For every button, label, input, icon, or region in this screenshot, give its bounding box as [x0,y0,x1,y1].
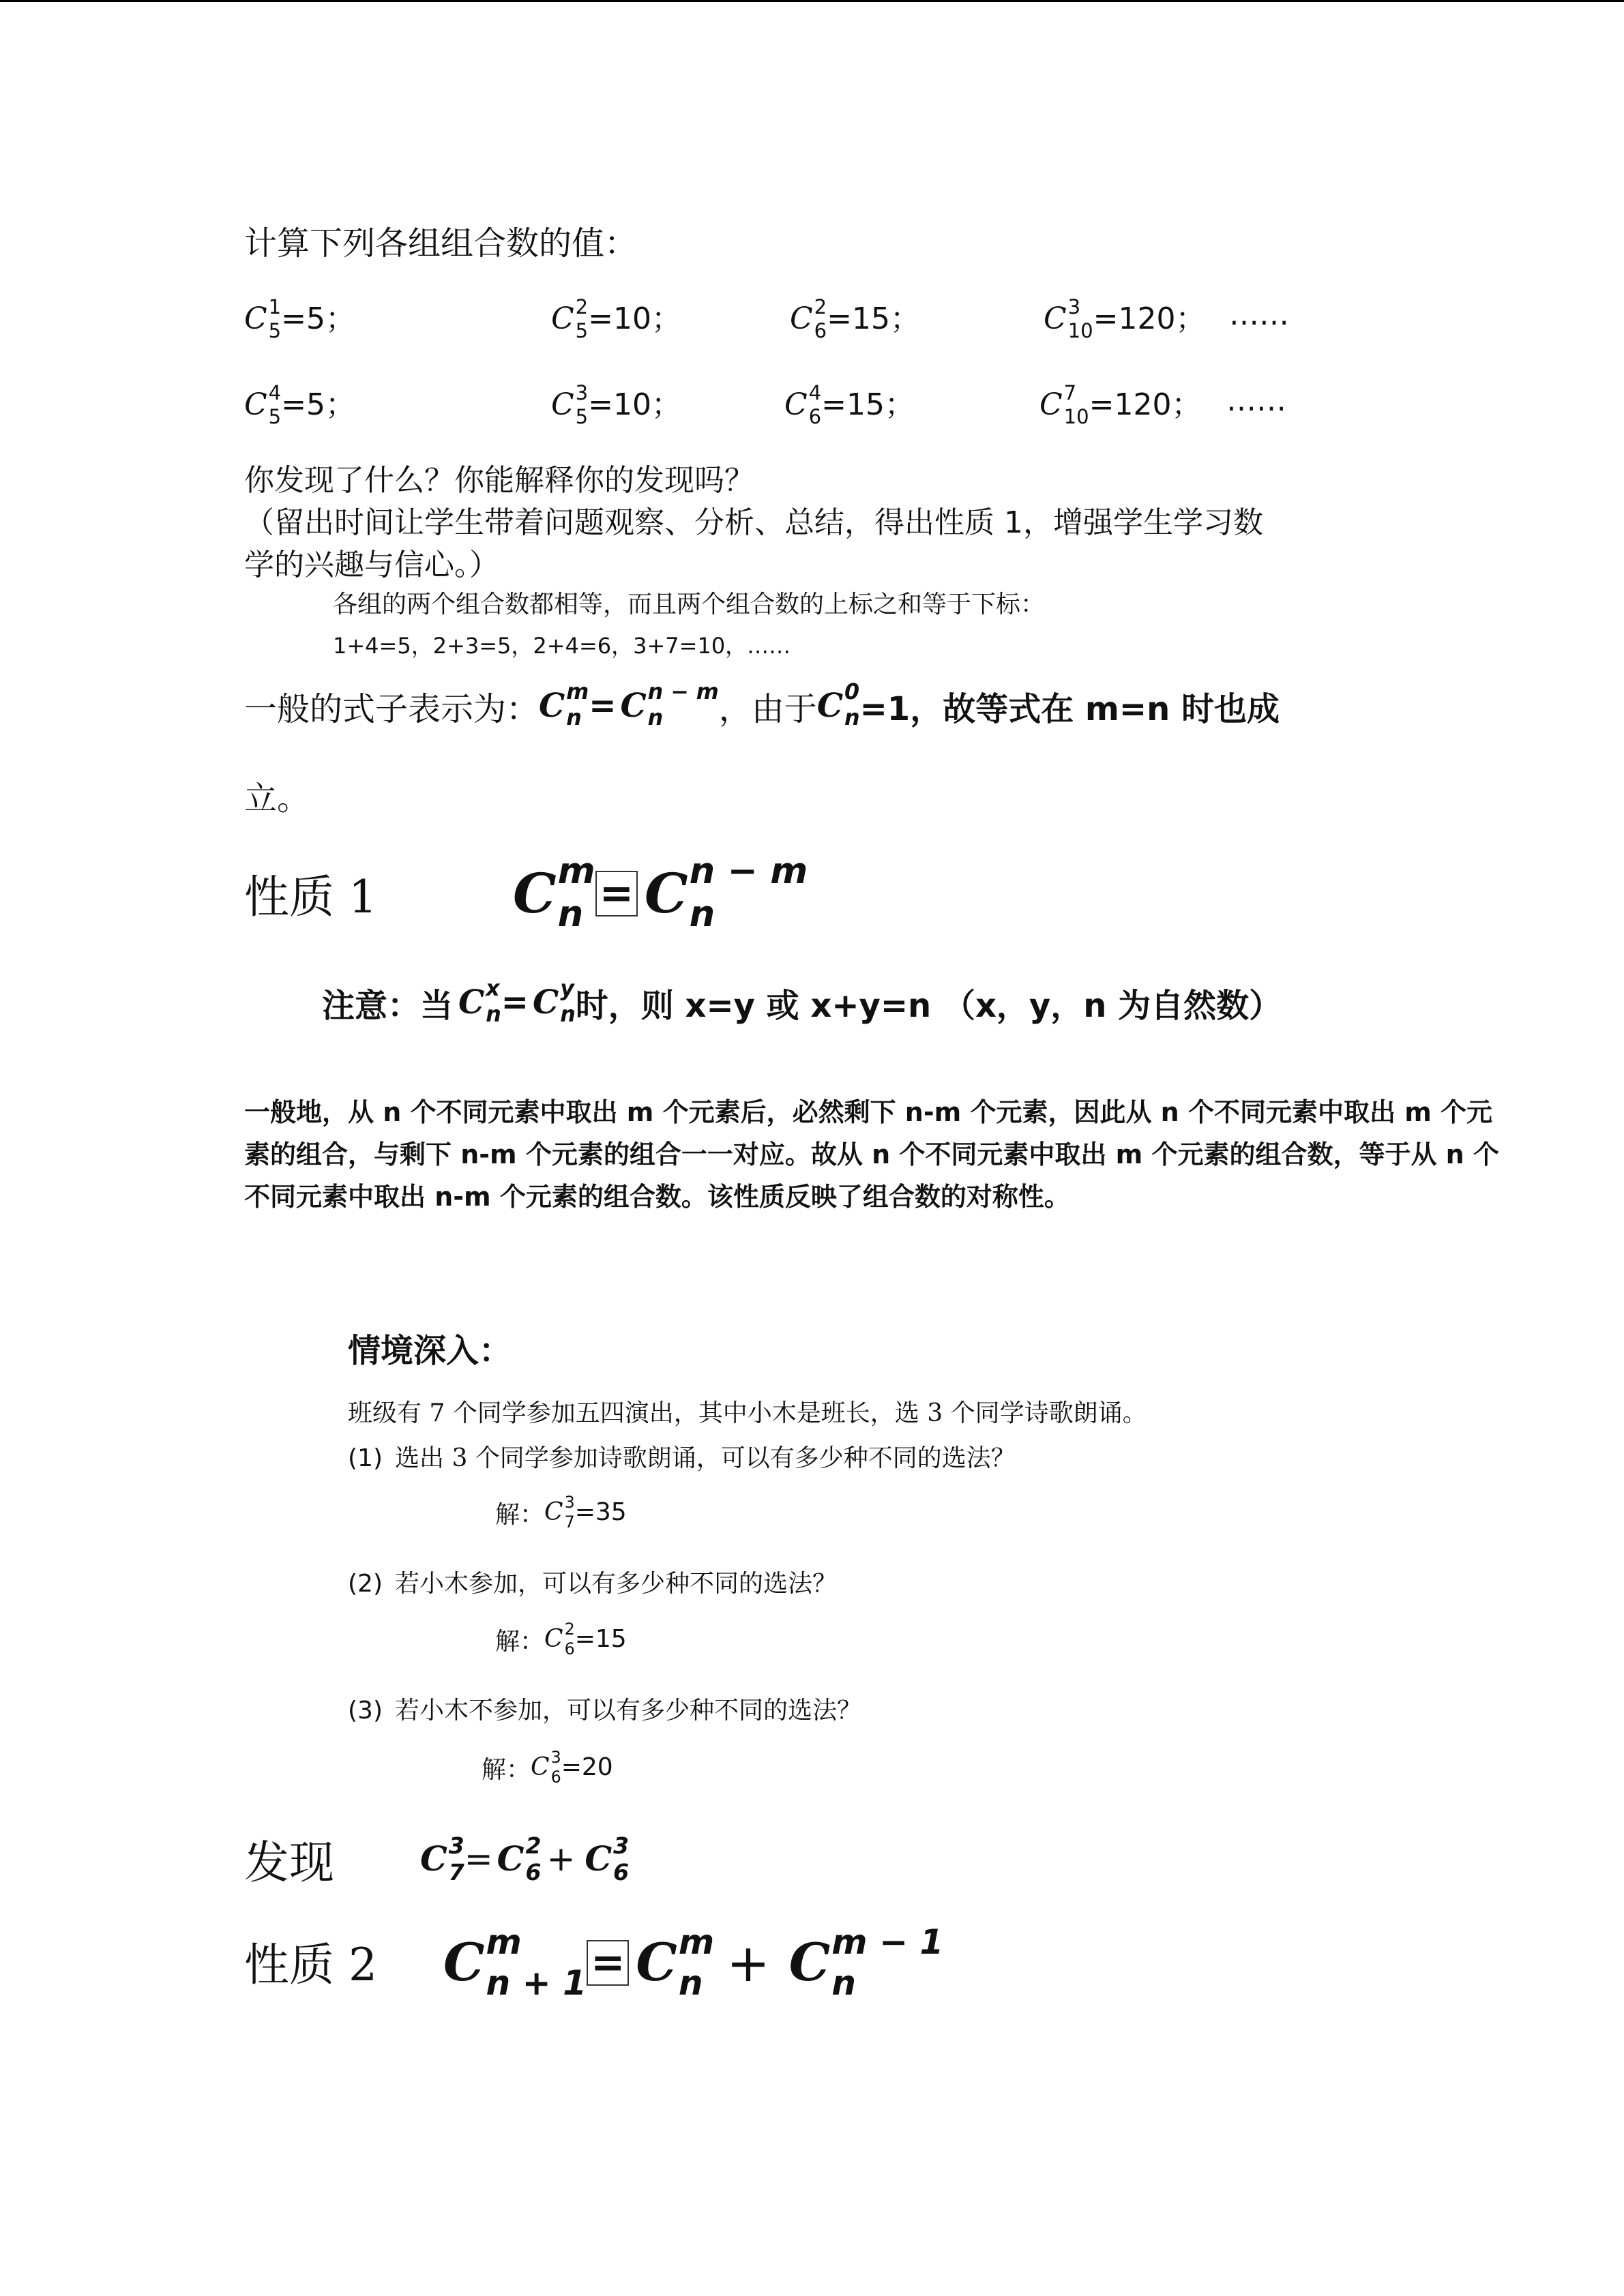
combination-expr: C m n [513,850,595,936]
ellipsis: …… [1229,297,1289,332]
question-1: (1) 选出 3 个同学参加诗歌朗诵，可以有多少种不同的选法？ [348,1444,1016,1472]
combination-expr: C 2 6 =15 [544,1620,627,1658]
question-text: 你发现了什么？你能解释你的发现吗？ [244,463,754,498]
combination-expr: C x n [458,976,501,1028]
question-3: (3) 若小木不参加，可以有多少种不同的选法？ [348,1697,862,1725]
discover-formula: C 3 7 = C 2 6 + C 3 6 [420,1832,630,1886]
combination-expr: C y n [533,976,576,1028]
scenario-context: 班级有 7 个同学参加五四演出，其中小木是班长，选 3 个同学诗歌朗诵。 [348,1399,1147,1427]
combination-expr: C 1 5 =5； [244,295,356,342]
combination-expr: C m n [539,680,589,731]
combination-expr: C 4 6 =15； [784,381,915,428]
combination-expr: C n − m n [620,680,719,731]
combination-expr: C 3 5 =10； [551,381,682,428]
combination-expr: C 2 5 =10； [551,295,682,342]
combination-expr: C 3 7 [420,1832,464,1886]
general-formula-line: 一般的式子表示为： C m n = C n − m n ，由于 C 0 n =1，故等式在 m=n 时也成 [244,680,1280,731]
combination-expr: C 3 6 [585,1832,630,1886]
property-2-label: 性质 2 [244,1939,377,1991]
question-2: (2) 若小木参加，可以有多少种不同的选法？ [348,1570,838,1598]
scenario-title: 情境深入： [348,1332,512,1370]
combination-expr: C m n + 1 [443,1921,587,2003]
top-border-line [0,0,1624,2]
combination-expr: C 7 10 =120； [1039,381,1202,428]
combination-expr: C 2 6 =15； [790,295,921,342]
teacher-note-line-1: （留出时间让学生带着问题观察、分析、总结，得出性质 1，增强学生学习数 [244,505,1263,540]
combination-expr: C 3 10 =120； [1044,295,1206,342]
combination-expr: C 3 7 =35 [544,1493,627,1532]
equals-box: = [587,1940,629,1986]
combination-expr: C 0 n [816,680,860,731]
combination-expr: C 4 5 =5； [244,381,356,428]
general-prefix: 一般的式子表示为： [244,689,540,728]
property-1-label: 性质 1 [244,871,377,923]
solution-3: 解： C 3 6 =20 [482,1748,613,1787]
property-1-formula [513,846,808,941]
combination-expr: C n − m n [644,850,808,936]
combination-expr: C 2 6 [497,1832,542,1886]
combination-expr: C 3 6 =20 [531,1748,613,1787]
sum-list: 1+4=5，2+3=5，2+4=6，3+7=10，…… [333,633,791,659]
general-formula-line-2: 立。 [244,779,310,818]
intro-heading: 计算下列各组组合数的值： [244,224,638,263]
teacher-note-line-2: 学的兴趣与信心。） [244,548,499,582]
discover-label: 发现 [244,1836,334,1889]
property-2-formula: C m n + 1 = C m n + C m − 1 n [443,1921,944,2003]
solution-1: 解： C 3 7 =35 [495,1493,627,1532]
combination-expr: C m n [636,1921,715,2003]
ellipsis: …… [1226,383,1286,418]
equals-box: = [595,871,638,916]
observation-text: 各组的两个组合数都相等，而且两个组合数的上标之和等于下标： [333,591,1046,618]
explanation-paragraph: 一般地，从 n 个不同元素中取出 m 个元素后，必然剩下 n-m 个元素，因此从 n 个不同元素中取出 m 个元素的组合，与剩下 n-m 个元素的组合一一对应。故从 n 个不同元素中取出 m 个元素的组合数，等于从 n 个不同元素中取出 n-m 个元素的组合数。该性质反映了组合数的对称性。 [244,1097,1499,1212]
combination-expr: C m − 1 n [788,1921,944,2003]
solution-2: 解： C 2 6 =15 [495,1620,627,1658]
notice-line: 注意：当 C x n = C y n 时，则 x=y 或 x+y=n （x，y，n 为自然数） [322,976,1282,1028]
